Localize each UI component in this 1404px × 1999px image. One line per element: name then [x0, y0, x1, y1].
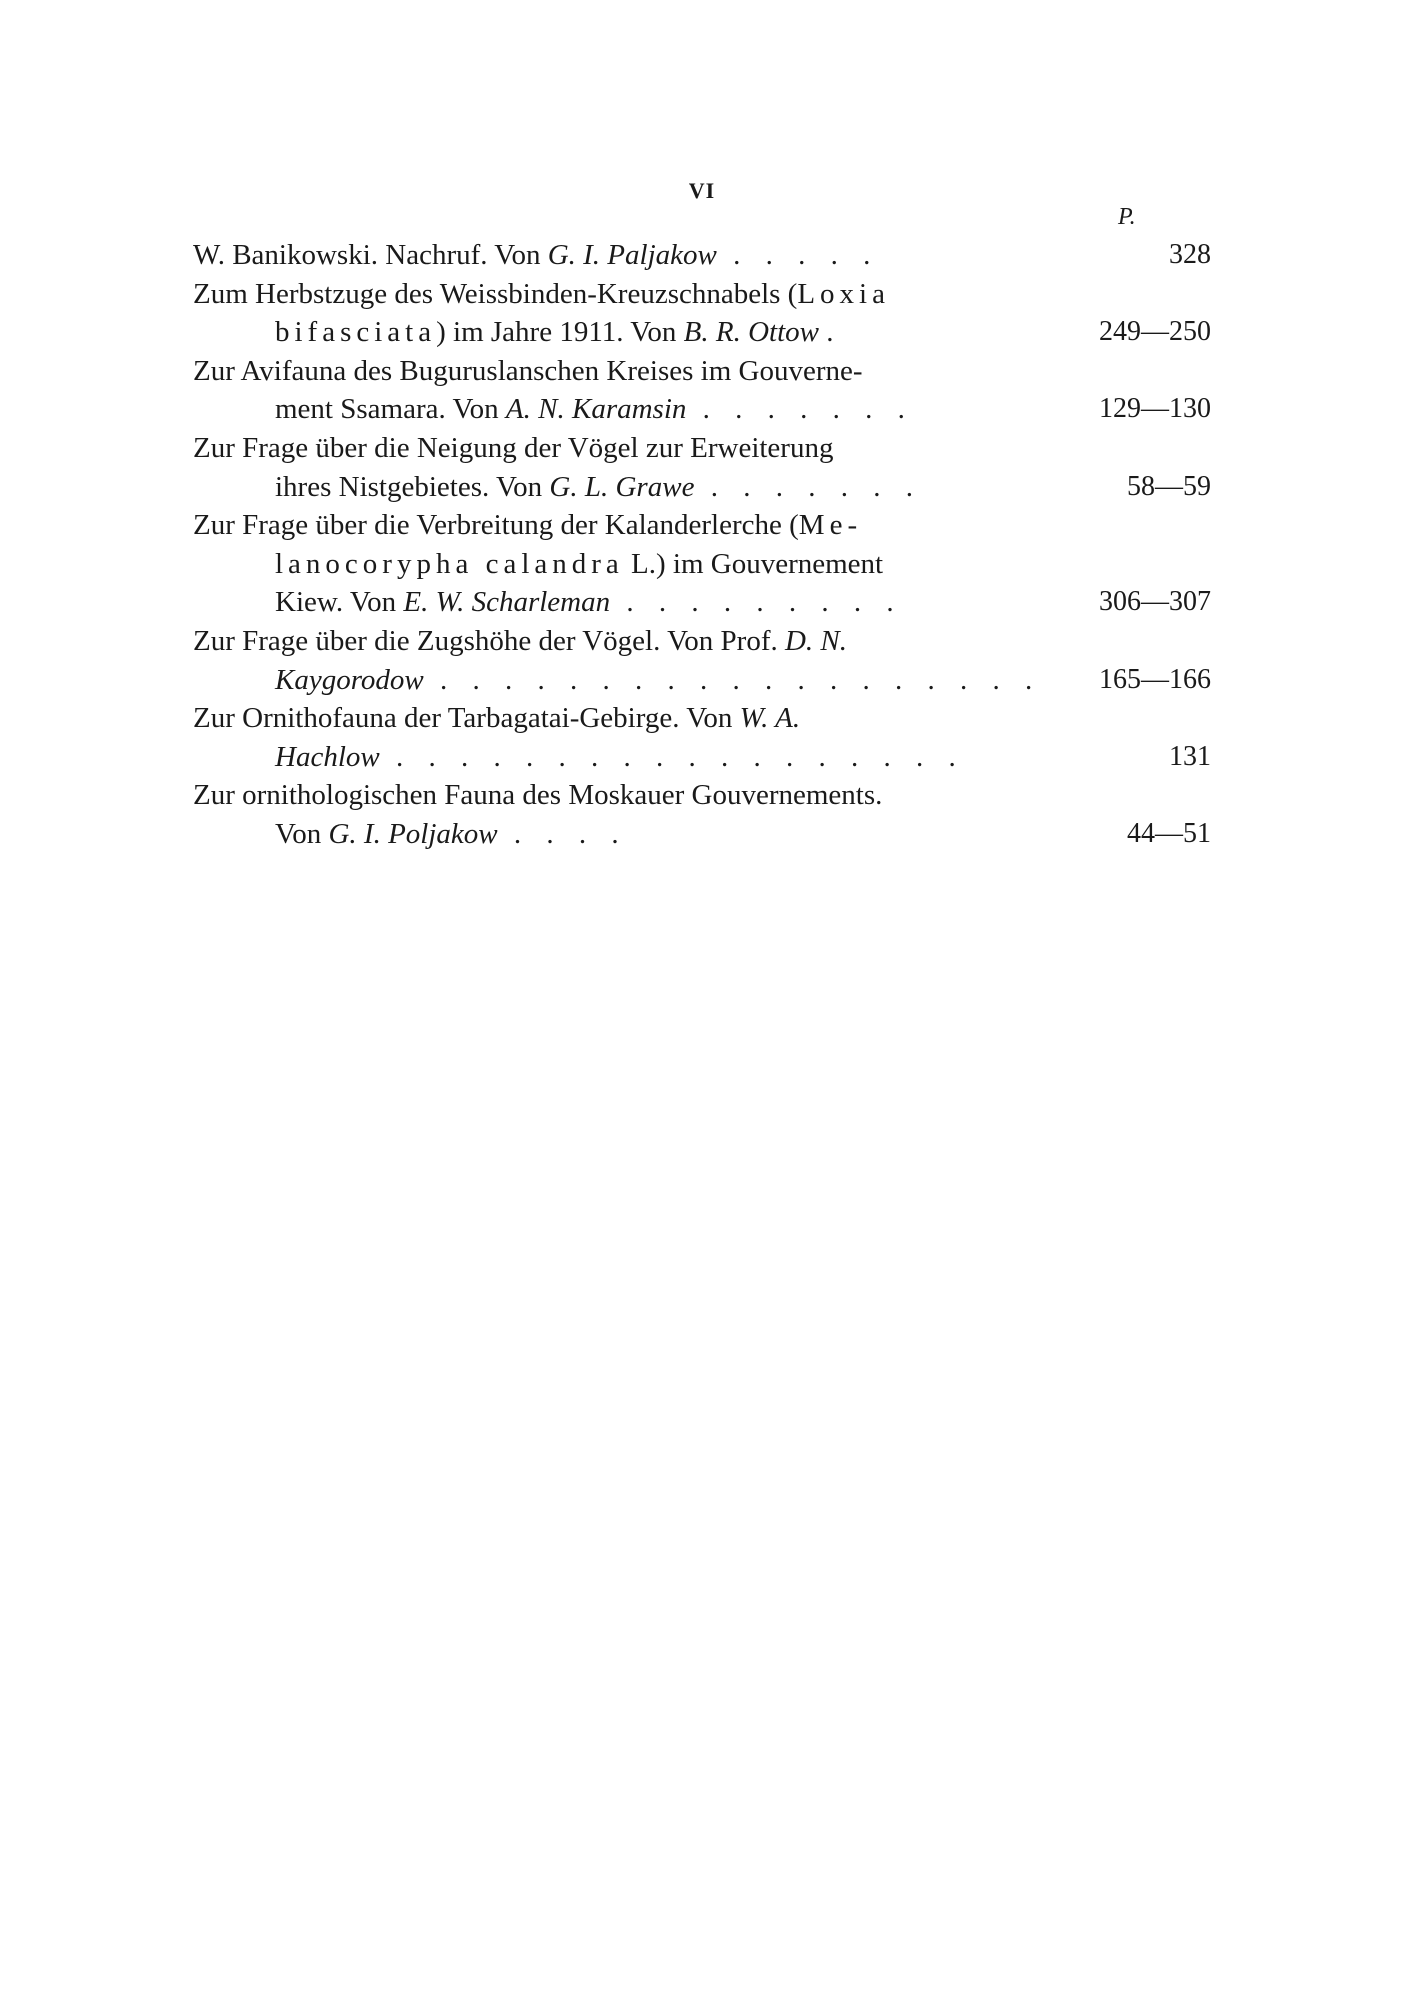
toc-entry-line — [193, 545, 1223, 584]
toc-entry-text — [275, 738, 1055, 777]
title-text: ) im Jahre 1911. Von — [436, 316, 684, 349]
toc-entry — [193, 352, 1223, 429]
toc-entry — [193, 275, 1223, 352]
page-number: 129—130 — [1099, 393, 1211, 425]
author-name: A. N. Karamsin — [505, 393, 687, 426]
page-number: 131 — [1169, 740, 1211, 772]
title-text: . — [819, 316, 834, 349]
toc-entry-text — [193, 776, 1055, 815]
page-number: 58—59 — [1127, 470, 1211, 502]
toc-entry-line — [193, 699, 1223, 738]
toc-entry — [193, 776, 1223, 853]
author-name: B. R. Ottow — [683, 316, 820, 349]
author-name: Kaygorodow — [275, 663, 424, 696]
leader-dots: . . . . . . . — [694, 470, 922, 503]
title-text: Loxia — [797, 277, 890, 310]
title-text: Zur ornithologischen Fauna des Moskauer Gouvernements. — [193, 779, 883, 812]
page-folio: VI — [688, 178, 716, 203]
page-number: 44—51 — [1127, 817, 1211, 849]
leader-dots: . . . . . . . . . . . . . . . . . . — [379, 740, 965, 773]
title-text: Zur Ornithofauna der Tarbagatai-Gebirge. Von — [193, 702, 740, 735]
toc-entry-text — [193, 506, 1055, 545]
title-text: W. Banikowski. Nachruf. Von — [193, 239, 548, 271]
toc-entry-text — [193, 352, 1055, 391]
toc-entry-text — [193, 275, 1055, 314]
author-name: G. L. Grawe — [549, 470, 695, 503]
title-text: Von — [275, 817, 329, 850]
toc-entry-line — [193, 275, 1223, 314]
title-text: Zur Avifauna des Buguruslanschen Kreises im Gouverne- — [193, 354, 863, 387]
title-text: Kiew. Von — [275, 586, 404, 619]
toc-entry-line — [193, 661, 1223, 700]
title-text: bifasciata — [275, 316, 437, 349]
title-text: lanocorypha calandra — [275, 547, 624, 580]
toc-entry-text — [193, 699, 1055, 738]
toc-entry-text — [193, 236, 1055, 275]
author-name: G. I. Paljakow — [547, 239, 717, 271]
page-column-heading: P. — [1118, 204, 1136, 230]
title-text: L.) im Gouvernement — [623, 547, 884, 580]
leader-dots: . . . . . . . . . — [610, 586, 903, 619]
toc-entry-line — [193, 352, 1223, 391]
page-number: 165—166 — [1099, 663, 1211, 695]
title-text: Zum Herbstzuge des Weissbinden-Kreuzschnabels ( — [193, 277, 798, 310]
title-text: Zur Frage über die Neigung der Vögel zur Erweiterung — [193, 431, 834, 464]
leader-dots: . . . . . . . — [686, 393, 914, 426]
toc-entry-text — [275, 313, 1055, 352]
title-text: ment Ssamara. Von — [275, 393, 506, 426]
toc-entry — [193, 506, 1223, 622]
toc-entry-text — [193, 622, 1055, 661]
toc-entry-line — [193, 815, 1223, 854]
toc-entry-text — [275, 815, 1055, 854]
toc-entry — [193, 236, 1223, 275]
leader-dots: . . . . . — [716, 239, 880, 271]
page-number: 249—250 — [1099, 316, 1211, 348]
toc-entry-text — [275, 661, 1055, 700]
title-text: Me- — [798, 509, 863, 542]
author-name: D. N. — [784, 624, 848, 657]
title-text: ihres Nistgebietes. Von — [275, 470, 550, 503]
toc-entry-line — [193, 506, 1223, 545]
table-of-contents — [193, 236, 1223, 854]
page-number: 306—307 — [1099, 586, 1211, 618]
toc-entry — [193, 699, 1223, 776]
toc-entry-line — [193, 313, 1223, 352]
toc-entry-text — [275, 583, 1055, 622]
toc-entry-line — [193, 236, 1223, 275]
toc-entry-line — [193, 776, 1223, 815]
toc-entry-line — [193, 738, 1223, 777]
leader-dots: . . . . . . . . . . . . . . . . . . . — [423, 663, 1042, 696]
toc-entry — [193, 429, 1223, 506]
toc-entry-line — [193, 390, 1223, 429]
toc-entry-line — [193, 429, 1223, 468]
toc-entry-line — [193, 583, 1223, 622]
author-name: E. W. Scharleman — [403, 586, 611, 619]
title-text: Zur Frage über die Verbreitung der Kalanderlerche ( — [193, 509, 799, 542]
toc-entry-text — [275, 390, 1055, 429]
page-number: 328 — [1169, 239, 1211, 270]
author-name: W. A. — [739, 702, 801, 735]
toc-entry-line — [193, 622, 1223, 661]
leader-dots: . . . . — [497, 817, 628, 850]
toc-entry-line — [193, 468, 1223, 507]
toc-entry-text — [275, 468, 1055, 507]
author-name: G. I. Poljakow — [328, 817, 498, 850]
toc-entry — [193, 622, 1223, 699]
title-text: Zur Frage über die Zugshöhe der Vögel. Von Prof. — [193, 624, 785, 657]
toc-entry-text — [275, 545, 1055, 584]
author-name: Hachlow — [275, 740, 380, 773]
toc-entry-text — [193, 429, 1055, 468]
